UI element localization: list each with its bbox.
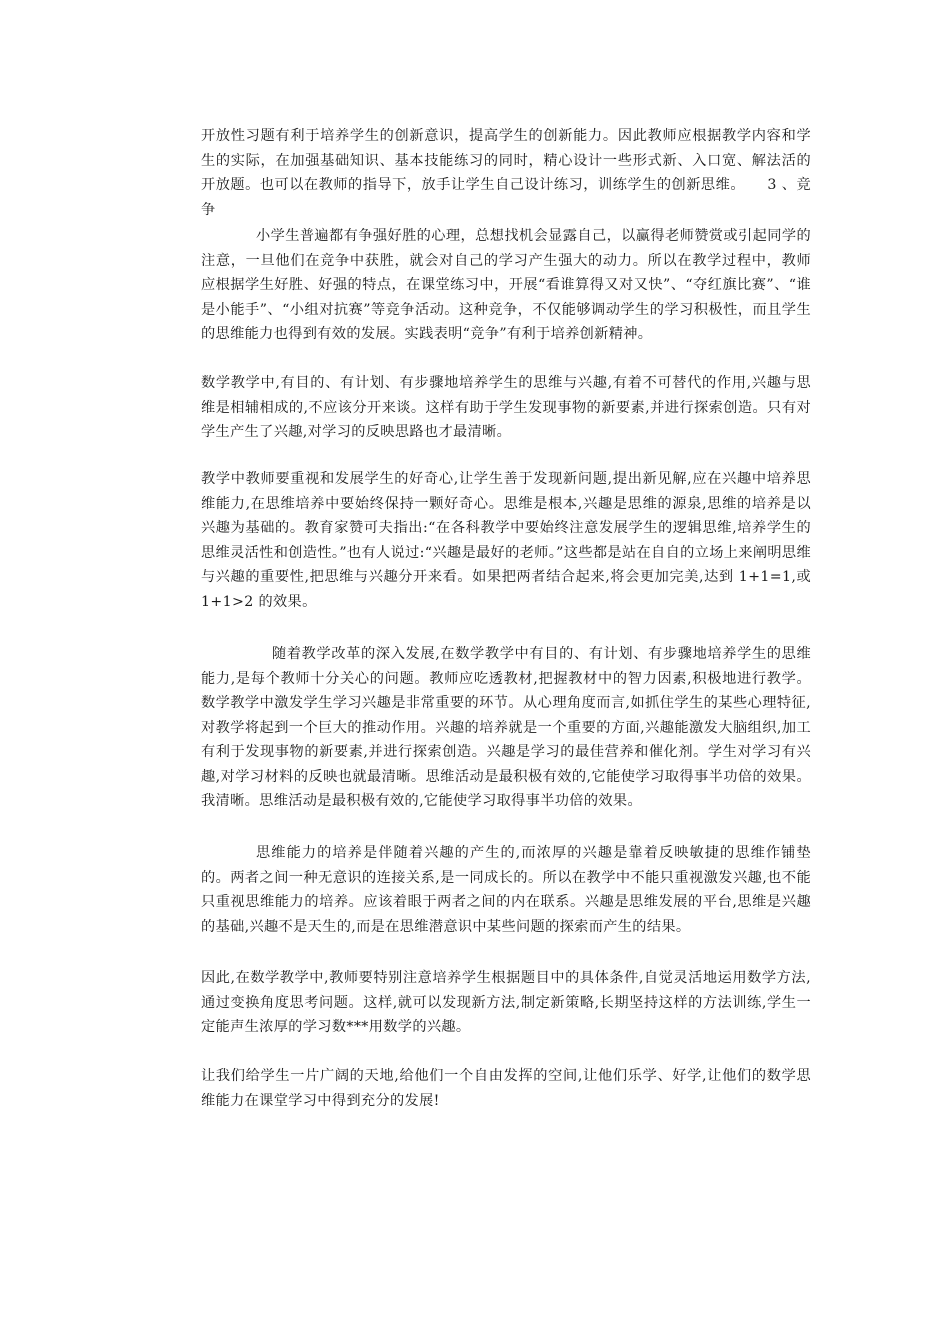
paragraph-open-exercises: 开放性习题有利于培养学生的创新意识，提高学生的创新能力。因此教师应根据教学内容和学生的实际，在加强基础知识、基本技能练习的同时，精心设计一些形式新、入口宽、解法活的开放题。也可以在教师的指导下，放手让学生自己设计练习，训练学生的创新思维。 3 、竞争	[201, 128, 811, 218]
paragraph-curiosity: 教学中教师要重视和发展学生的好奇心,让学生善于发现新问题,提出新见解,应在兴趣中培养思维能力,在思维培养中要始终保持一颗好奇心。思维是根本,兴趣是思维的源泉,思维的培养是以兴趣为基础的。教育家赞可夫指出:“在各科教学中要始终注意发展学生的逻辑思维,培养学生的思维灵活性和创造性。”也有人说过:“兴趣是最好的老师。”这些都是站在自自的立场上来阐明思维与兴趣的重要性,把思维与兴趣分开来看。如果把两者结合起来,将会更加完美,达到 1+1=1,或 1+1>2 的效果。	[201, 471, 811, 610]
paragraph-teaching-reform: 随着教学改革的深入发展,在数学教学中有目的、有计划、有步骤地培养学生的思维能力,是每个教师十分关心的问题。教师应吃透教材,把握教材中的智力因素,积极地进行教学。数学教学中激发学生学习兴趣是非常重要的环节。从心理角度而言,如抓住学生的某些心理特征,对教学将起到一个巨大的推动作用。兴趣的培养就是一个重要的方面,兴趣能激发大脑组织,加工有利于发现事物的新要素,并进行探索创造。兴趣是学习的最佳营养和催化剂。学生对学习有兴趣,对学习材料的反映也就最清晰。思维活动是最积极有效的,它能使学习取得事半功倍的效果。我清晰。思维活动是最积极有效的,它能使学习取得事半功倍的效果。	[201, 646, 811, 809]
paragraph-conclusion: 因此,在数学教学中,教师要特别注意培养学生根据题目中的具体条件,自觉灵活地运用数学方法,通过变换角度思考问题。这样,就可以发现新方法,制定新策略,长期坚持这样的方法训练,学生一定能声生浓厚的学习数***用数学的兴趣。	[201, 970, 811, 1035]
paragraph-competition: 小学生普遍都有争强好胜的心理，总想找机会显露自己，以赢得老师赞赏或引起同学的注意，一旦他们在竞争中获胜，就会对自己的学习产生强大的动力。所以在教学过程中，教师应根据学生好胜、好强的特点，在课堂练习中，开展“看谁算得又对又快”、“夺红旗比赛”、“谁是小能手”、“小组对抗赛”等竞争活动。这种竞争，不仅能够调动学生的学习积极性，而且学生的思维能力也得到有效的发展。实践表明“竞争”有利于培养创新精神。	[201, 228, 811, 342]
paragraph-closing: 让我们给学生一片广阔的天地,给他们一个自由发挥的空间,让他们乐学、好学,让他们的数学思维能力在课堂学习中得到充分的发展!	[201, 1068, 811, 1109]
paragraph-thinking-ability: 思维能力的培养是伴随着兴趣的产生的,而浓厚的兴趣是靠着反映敏捷的思维作铺垫的。两者之间一种无意识的连接关系,是一同成长的。所以在教学中不能只重视激发兴趣,也不能只重视思维能力的培养。应该着眼于两者之间的内在联系。兴趣是思维发展的平台,思维是兴趣的基础,兴趣不是天生的,而是在思维潜意识中某些问题的探索而产生的结果。	[201, 845, 811, 935]
paragraph-thinking-interest: 数学教学中,有目的、有计划、有步骤地培养学生的思维与兴趣,有着不可替代的作用,兴趣与思维是相辅相成的,不应该分开来谈。这样有助于学生发现事物的新要素,并进行探索创造。只有对学生产生了兴趣,对学习的反映思路也才最清晰。	[201, 375, 811, 440]
